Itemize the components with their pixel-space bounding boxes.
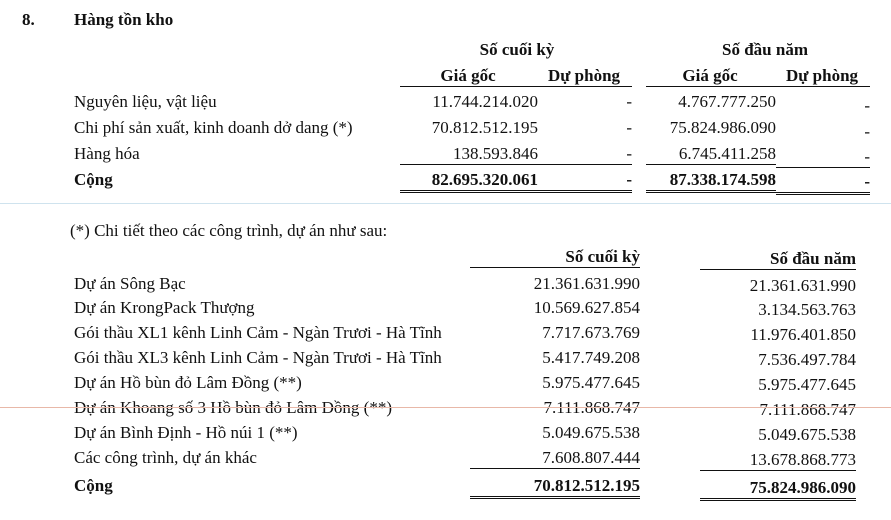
t2-end: 7.717.673.769 — [542, 323, 640, 342]
t2-row-label: Các công trình, dự án khác — [74, 448, 257, 467]
t2-header-end: Số cuối kỳ — [470, 247, 640, 268]
t1-sub-prov-begin: Dự phòng — [774, 66, 870, 87]
t2-total-begin: 75.824.986.090 — [700, 478, 856, 501]
t1-header-begin: Số đầu năm — [722, 40, 808, 59]
t2-end: 5.049.675.538 — [542, 423, 640, 442]
t1-sub-cost-end: Giá gốc — [400, 66, 536, 87]
t1-prov-begin: - — [776, 147, 870, 168]
t1-prov-end: - — [538, 144, 632, 165]
t2-begin: 11.976.401.850 — [750, 325, 856, 344]
scan-artifact-line-2 — [0, 407, 891, 408]
t2-row-label: Gói thầu XL1 kênh Linh Cảm - Ngàn Trươi - Hà Tĩnh — [74, 323, 442, 342]
t1-prov-end: - — [626, 118, 632, 137]
t2-total-label: Cộng — [74, 476, 113, 495]
t1-sub-cost-begin: Giá gốc — [646, 66, 774, 87]
t1-prov-begin: - — [864, 96, 870, 115]
t2-begin: 7.536.497.784 — [758, 350, 856, 369]
detail-note: (*) Chi tiết theo các công trình, dự án như sau: — [70, 221, 388, 240]
t1-cost-begin: 4.767.777.250 — [678, 92, 776, 111]
t2-total-end: 70.812.512.195 — [470, 476, 640, 499]
t1-cost-end: 11.744.214.020 — [432, 92, 538, 111]
t2-end: 7.111.868.747 — [543, 398, 640, 417]
t2-end: 7.608.807.444 — [470, 448, 640, 469]
t2-end: 5.417.749.208 — [542, 348, 640, 367]
t1-total-prov-begin: - — [776, 172, 870, 195]
t1-total-cost-begin: 87.338.174.598 — [646, 170, 776, 193]
t1-cost-begin: 6.745.411.258 — [646, 144, 776, 165]
t1-total-label: Cộng — [74, 170, 113, 189]
t1-prov-begin: - — [864, 122, 870, 141]
t2-begin: 3.134.563.763 — [758, 300, 856, 319]
t2-end: 5.975.477.645 — [542, 373, 640, 392]
t1-cost-end: 138.593.846 — [400, 144, 538, 165]
t2-row-label: Dự án Hồ bùn đỏ Lâm Đồng (**) — [74, 373, 302, 392]
t2-row-label: Dự án Sông Bạc — [74, 274, 186, 293]
t1-total-prov-end: - — [538, 170, 632, 193]
scan-artifact-line — [0, 203, 891, 204]
t2-begin: 5.975.477.645 — [758, 375, 856, 394]
t2-header-begin: Số đầu năm — [700, 249, 856, 270]
t1-cost-begin: 75.824.986.090 — [669, 118, 776, 137]
t2-begin: 7.111.868.747 — [759, 400, 856, 419]
t1-sub-prov-end: Dự phòng — [536, 66, 632, 87]
t1-cost-end: 70.812.512.195 — [431, 118, 538, 137]
section-title: Hàng tồn kho — [74, 10, 174, 29]
t1-row-label: Hàng hóa — [74, 144, 140, 163]
t1-total-cost-end: 82.695.320.061 — [400, 170, 538, 193]
t2-row-label: Dự án Bình Định - Hồ núi 1 (**) — [74, 423, 298, 442]
t1-row-label: Chi phí sản xuất, kinh doanh dở dang (*) — [74, 118, 353, 137]
section-number: 8. — [22, 10, 35, 29]
t2-row-label: Gói thầu XL3 kênh Linh Cảm - Ngàn Trươi - Hà Tĩnh — [74, 348, 442, 367]
t1-prov-end: - — [626, 92, 632, 111]
t1-row-label: Nguyên liệu, vật liệu — [74, 92, 217, 111]
t2-row-label: Dự án KrongPack Thượng — [74, 298, 255, 317]
t2-end: 21.361.631.990 — [533, 274, 640, 293]
t2-row-label: Dự án Khoang số 3 Hồ bùn đỏ Lâm Đồng (**) — [74, 398, 393, 417]
t2-begin: 21.361.631.990 — [749, 276, 856, 295]
t1-header-end: Số cuối kỳ — [479, 40, 555, 59]
t2-end: 10.569.627.854 — [533, 298, 640, 317]
t2-begin: 5.049.675.538 — [758, 425, 856, 444]
t2-begin: 13.678.868.773 — [700, 450, 856, 471]
